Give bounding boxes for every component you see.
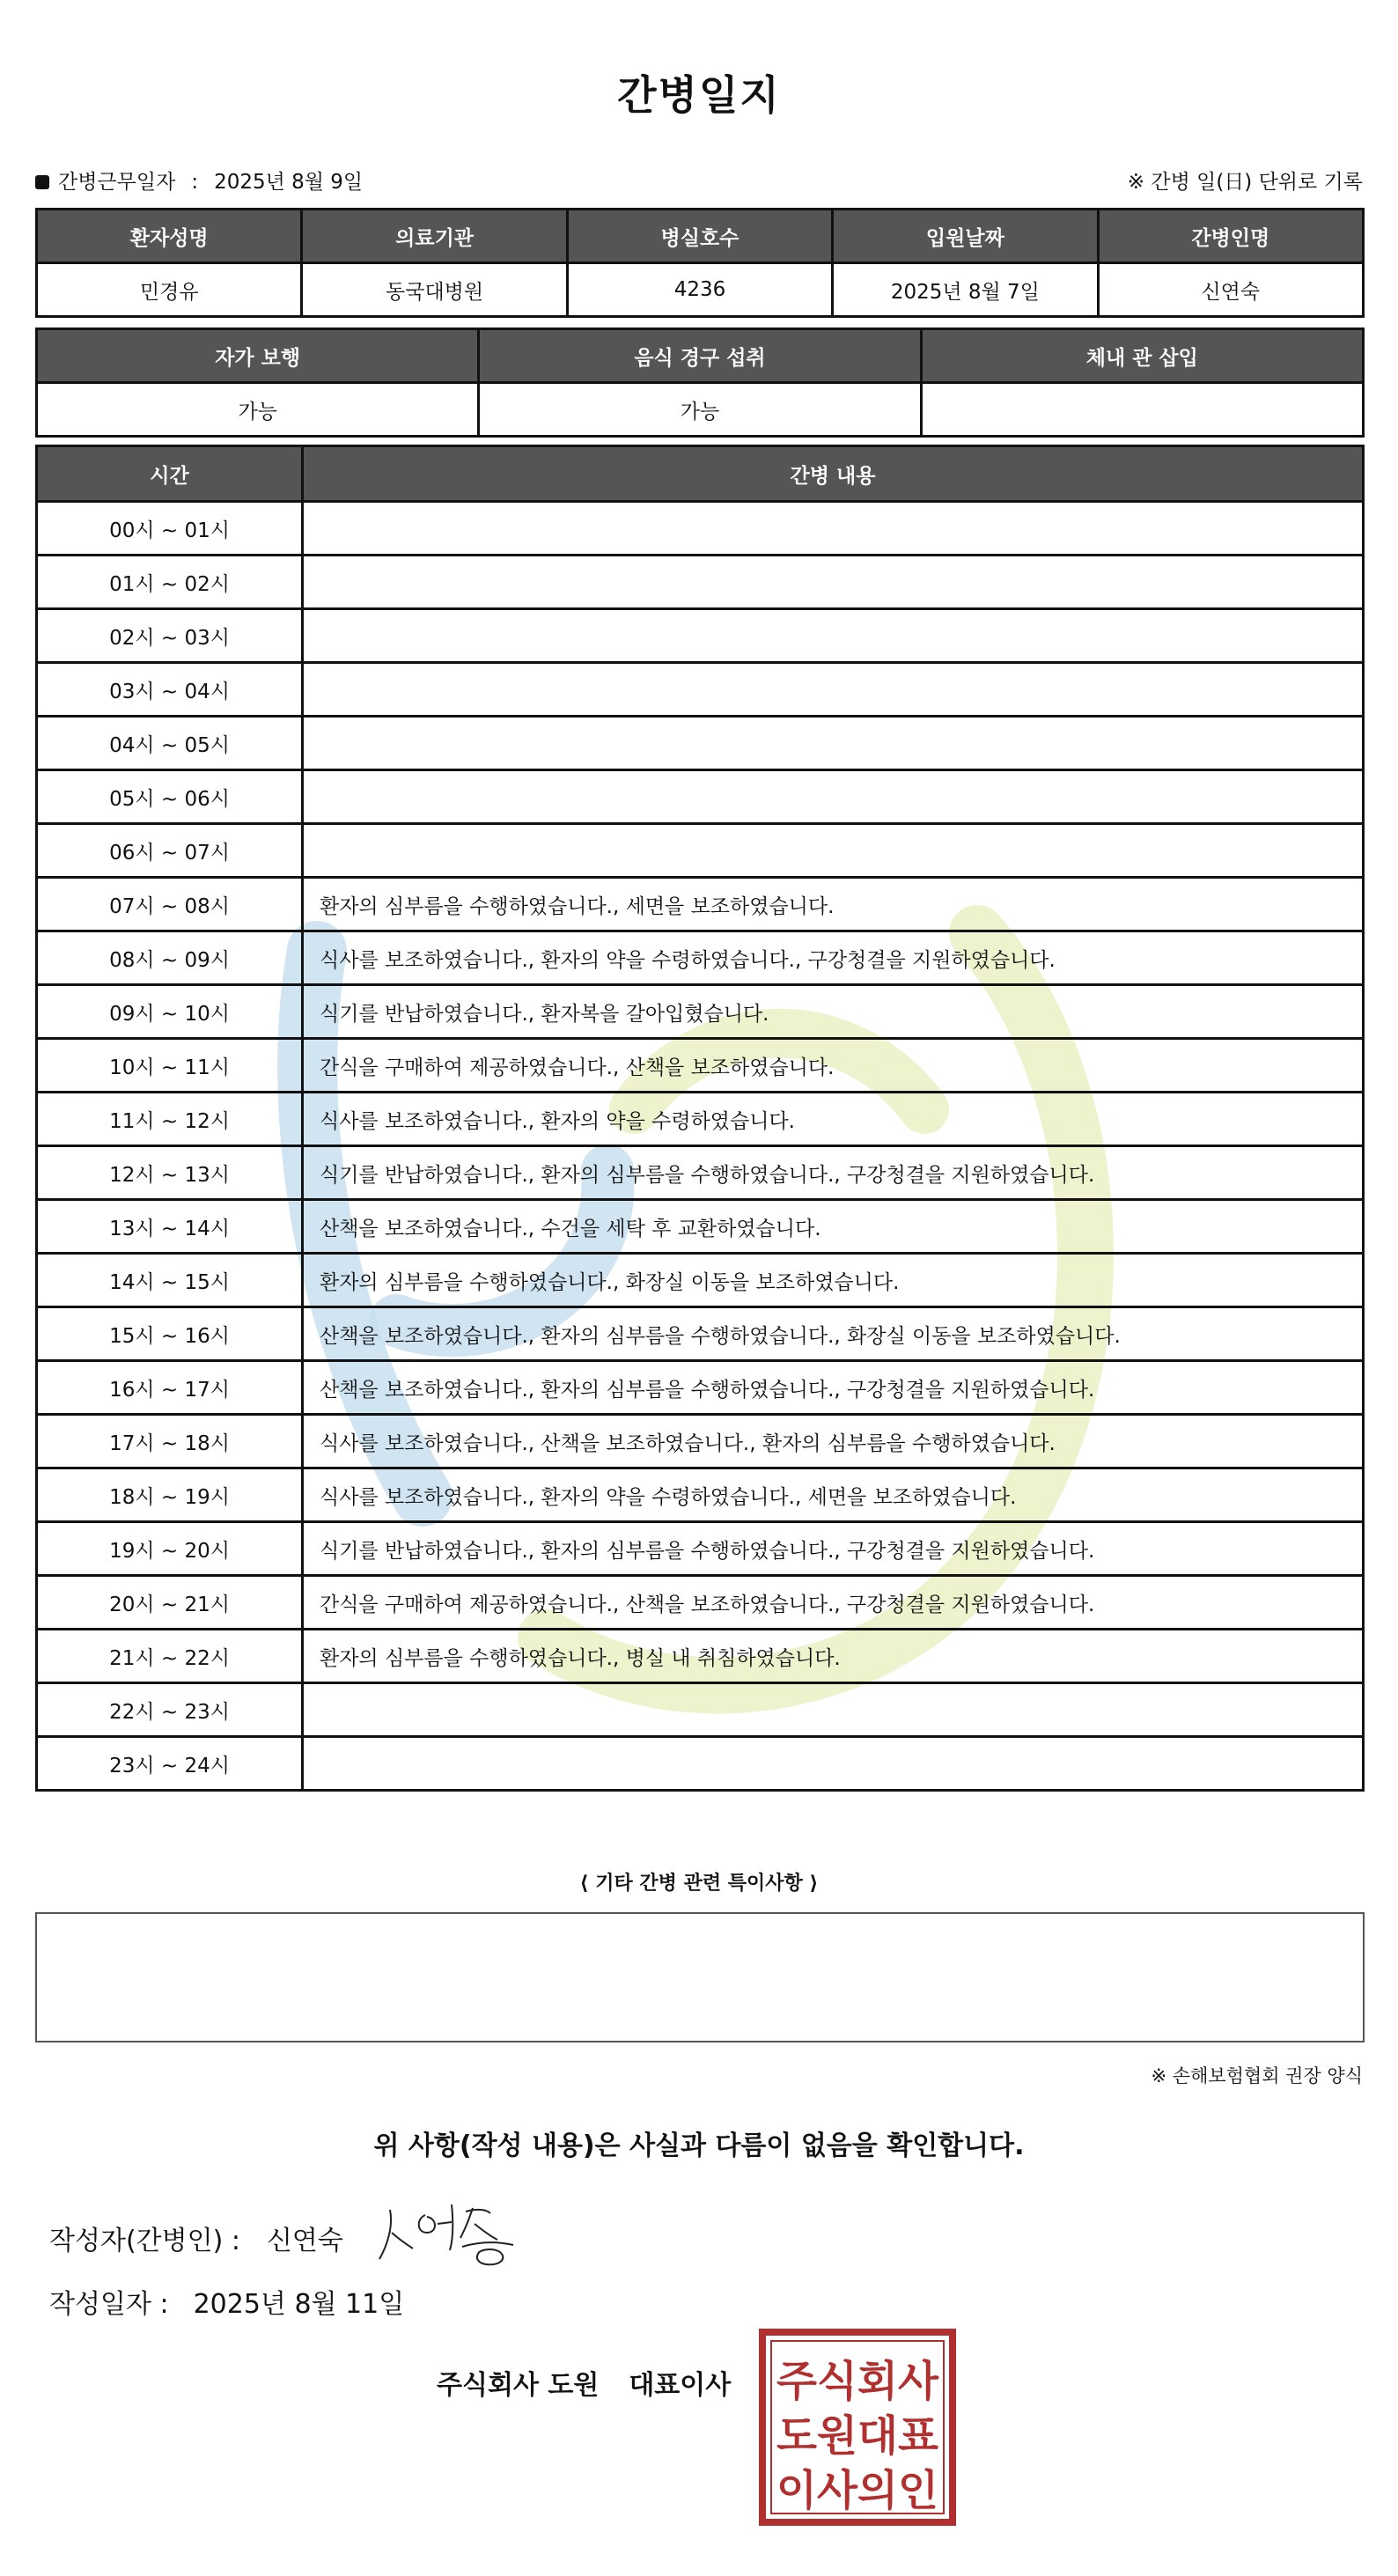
table-row <box>37 824 1364 878</box>
care-content <box>303 770 1364 824</box>
written-date-line <box>49 2282 404 2321</box>
table-row <box>37 1254 1364 1307</box>
care-content: 식기를 반납하였습니다., 환자의 심부름을 수행하였습니다., 구강청결을 지원하였습니다. <box>303 1146 1364 1200</box>
care-content: 간식을 구매하여 제공하였습니다., 산책을 보조하였습니다. <box>303 1039 1364 1093</box>
time-slot: 03시 ~ 04시 <box>37 663 303 717</box>
care-content: 식사를 보조하였습니다., 환자의 약을 수령하였습니다., 구강청결을 지원하였습니다. <box>303 931 1364 985</box>
svg-text:주식회사: 주식회사 <box>776 2357 939 2406</box>
care-content: 식기를 반납하였습니다., 환자의 심부름을 수행하였습니다., 구강청결을 지원하였습니다. <box>303 1522 1364 1576</box>
time-slot: 08시 ~ 09시 <box>37 931 303 985</box>
care-content: 산책을 보조하였습니다., 환자의 심부름을 수행하였습니다., 구강청결을 지원하였습니다. <box>303 1361 1364 1415</box>
table-row <box>37 1039 1364 1093</box>
care-content <box>303 717 1364 770</box>
table-row <box>37 1361 1364 1415</box>
time-slot: 09시 ~ 10시 <box>37 985 303 1039</box>
care-content: 식기를 반납하였습니다., 환자복을 갈아입혔습니다. <box>303 985 1364 1039</box>
care-content <box>303 556 1364 609</box>
care-log-table <box>35 445 1365 1792</box>
care-content: 환자의 심부름을 수행하였습니다., 화장실 이동을 보조하였습니다. <box>303 1254 1364 1307</box>
table-header-row <box>37 329 1364 383</box>
caregiver-name: 신연숙 <box>1098 263 1363 317</box>
work-date-value: 2025년 8월 9일 <box>214 171 364 194</box>
care-content: 환자의 심부름을 수행하였습니다., 세면을 보조하였습니다. <box>303 878 1364 931</box>
table-row <box>37 1415 1364 1468</box>
header-patient-name: 환자성명 <box>37 210 302 263</box>
time-slot: 18시 ~ 19시 <box>37 1468 303 1522</box>
work-date-label: 간병근무일자 <box>58 171 176 194</box>
care-content: 식사를 보조하였습니다., 환자의 약을 수령하였습니다. <box>303 1093 1364 1146</box>
table-row <box>37 1522 1364 1576</box>
time-slot: 04시 ~ 05시 <box>37 717 303 770</box>
time-slot: 14시 ~ 15시 <box>37 1254 303 1307</box>
table-row <box>37 1683 1364 1737</box>
header-time: 시간 <box>37 446 303 502</box>
care-content <box>303 1737 1364 1791</box>
company-seal <box>759 2329 956 2526</box>
header-care-content: 간병 내용 <box>303 446 1364 502</box>
care-content: 간식을 구매하여 제공하였습니다., 산책을 보조하였습니다., 구강청결을 지원하였습니다. <box>303 1576 1364 1630</box>
notes-box <box>35 1912 1365 2042</box>
time-slot: 10시 ~ 11시 <box>37 1039 303 1093</box>
care-content: 환자의 심부름을 수행하였습니다., 병실 내 취침하였습니다. <box>303 1630 1364 1683</box>
work-date <box>35 166 363 195</box>
table-row <box>37 985 1364 1039</box>
time-slot: 17시 ~ 18시 <box>37 1415 303 1468</box>
time-slot: 06시 ~ 07시 <box>37 824 303 878</box>
confirmation-statement: 위 사항(작성 내용)은 사실과 다름이 없음을 확인합니다. <box>373 2131 1025 2161</box>
table-row <box>37 770 1364 824</box>
table-header-row <box>37 210 1364 263</box>
time-slot: 11시 ~ 12시 <box>37 1093 303 1146</box>
care-content: 산책을 보조하였습니다., 수건을 세탁 후 교환하였습니다. <box>303 1200 1364 1254</box>
unit-note: ※ 간병 일(日) 단위로 기록 <box>1127 171 1363 194</box>
time-slot: 02시 ~ 03시 <box>37 609 303 663</box>
table-row <box>37 1468 1364 1522</box>
table-row <box>37 609 1364 663</box>
time-slot: 13시 ~ 14시 <box>37 1200 303 1254</box>
care-content: 식사를 보조하였습니다., 산책을 보조하였습니다., 환자의 심부름을 수행하였습니다. <box>303 1415 1364 1468</box>
written-date-label: 작성일자 : <box>49 2289 169 2320</box>
patient-info-table <box>35 208 1365 318</box>
header-caregiver: 간병인명 <box>1098 210 1363 263</box>
time-slot: 12시 ~ 13시 <box>37 1146 303 1200</box>
table-row <box>37 663 1364 717</box>
table-row <box>37 717 1364 770</box>
author-name: 신연숙 <box>266 2226 343 2256</box>
handwritten-signature <box>374 2192 533 2271</box>
time-slot: 01시 ~ 02시 <box>37 556 303 609</box>
company-name: 주식회사 도원 <box>437 2370 600 2401</box>
table-row <box>37 1630 1364 1683</box>
table-row <box>37 1200 1364 1254</box>
table-row <box>37 1307 1364 1361</box>
care-content <box>303 609 1364 663</box>
table-row <box>37 556 1364 609</box>
tube-insertion-value <box>921 383 1363 437</box>
table-header-row <box>37 446 1364 502</box>
time-slot: 22시 ~ 23시 <box>37 1683 303 1737</box>
time-slot: 00시 ~ 01시 <box>37 502 303 556</box>
ability-table <box>35 328 1365 438</box>
table-row <box>37 1146 1364 1200</box>
header-room: 병실호수 <box>567 210 832 263</box>
table-row <box>37 502 1364 556</box>
time-slot: 07시 ~ 08시 <box>37 878 303 931</box>
page-title: 간병일지 <box>617 71 781 119</box>
care-content <box>303 663 1364 717</box>
admission-date: 2025년 8월 7일 <box>833 263 1098 317</box>
time-slot: 23시 ~ 24시 <box>37 1737 303 1791</box>
table-row <box>37 931 1364 985</box>
header-tube-insertion: 체내 관 삽입 <box>921 329 1363 383</box>
care-content: 식사를 보조하였습니다., 환자의 약을 수령하였습니다., 세면을 보조하였습니다. <box>303 1468 1364 1522</box>
care-content <box>303 824 1364 878</box>
header-hospital: 의료기관 <box>302 210 567 263</box>
oral-intake-value: 가능 <box>479 383 921 437</box>
bullet-square-icon <box>35 175 49 189</box>
header-admission-date: 입원날짜 <box>833 210 1098 263</box>
company-line <box>437 2363 731 2402</box>
company-title: 대표이사 <box>629 2370 732 2401</box>
header-oral-intake: 음식 경구 섭취 <box>479 329 921 383</box>
table-row <box>37 1737 1364 1791</box>
work-date-separator: : <box>191 171 199 194</box>
time-slot: 21시 ~ 22시 <box>37 1630 303 1683</box>
time-slot: 19시 ~ 20시 <box>37 1522 303 1576</box>
table-row <box>37 1576 1364 1630</box>
time-slot: 20시 ~ 21시 <box>37 1576 303 1630</box>
author-line <box>49 2219 343 2257</box>
room-number: 4236 <box>567 263 832 317</box>
svg-text:이사의인: 이사의인 <box>776 2466 938 2515</box>
table-row <box>37 263 1364 317</box>
time-slot: 05시 ~ 06시 <box>37 770 303 824</box>
author-label: 작성자(간병인) : <box>49 2226 240 2256</box>
table-row <box>37 1093 1364 1146</box>
care-content <box>303 1683 1364 1737</box>
table-row <box>37 383 1364 437</box>
svg-text:도원대표: 도원대표 <box>776 2411 939 2461</box>
written-date-value: 2025년 8월 11일 <box>193 2289 405 2320</box>
header-self-walking: 자가 보행 <box>37 329 479 383</box>
time-slot: 16시 ~ 17시 <box>37 1361 303 1415</box>
recommendation-note: ※ 손해보험협회 권장 양식 <box>1151 2065 1363 2087</box>
notes-title: ⟨ 기타 간병 관련 특이사항 ⟩ <box>579 1873 819 1895</box>
care-content <box>303 502 1364 556</box>
time-slot: 15시 ~ 16시 <box>37 1307 303 1361</box>
hospital: 동국대병원 <box>302 263 567 317</box>
self-walking-value: 가능 <box>37 383 479 437</box>
patient-name: 민경유 <box>37 263 302 317</box>
table-row <box>37 878 1364 931</box>
care-content: 산책을 보조하였습니다., 환자의 심부름을 수행하였습니다., 화장실 이동을 보조하였습니다. <box>303 1307 1364 1361</box>
